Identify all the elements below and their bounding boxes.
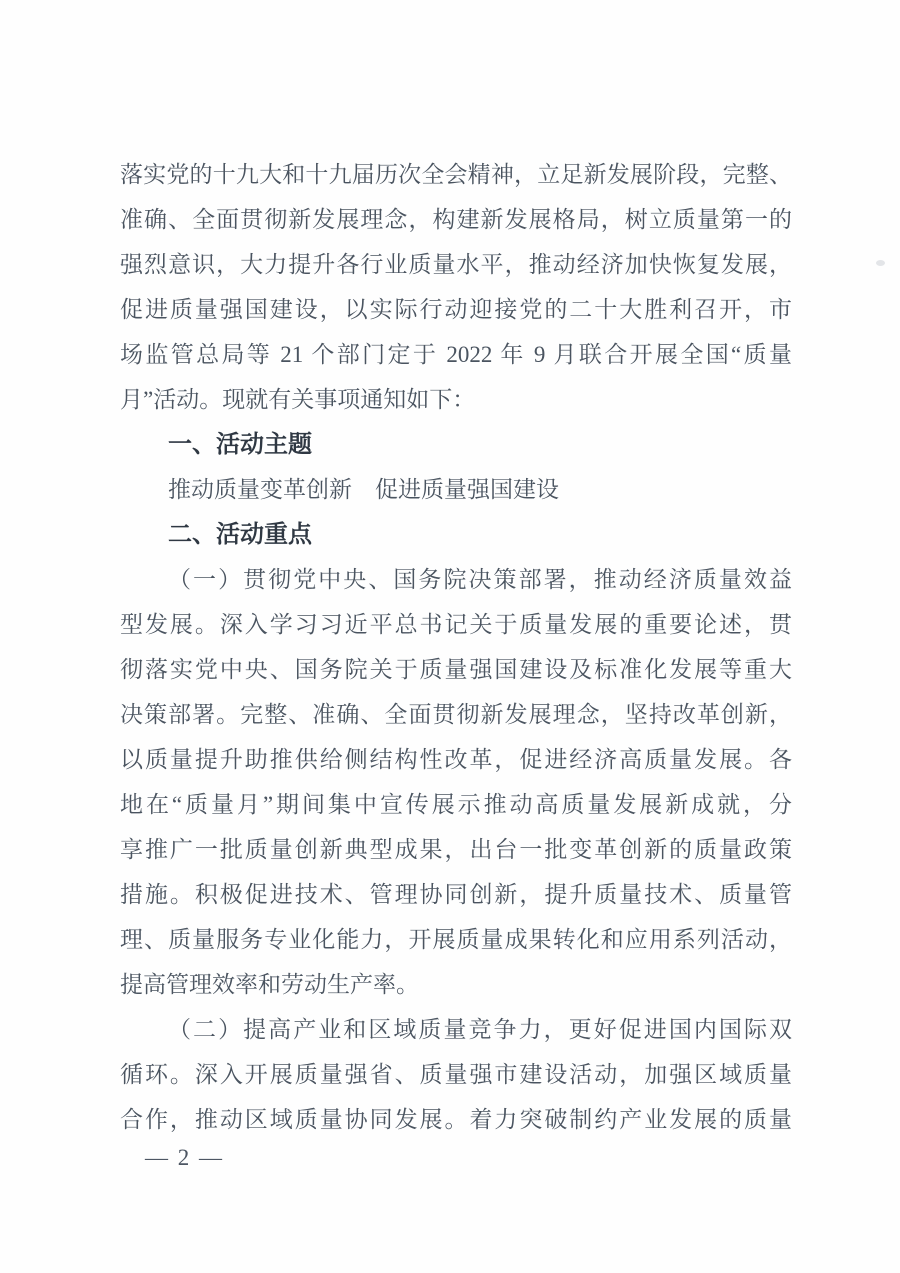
section-heading: 二、活动重点 [168, 521, 312, 548]
document-body [120, 152, 792, 1142]
page-number: — 2 — [145, 1145, 224, 1170]
document-line: 循环。深入开展质量强省、质量强市建设活动，加强区域质量 [120, 1062, 792, 1087]
document-line: （二）提高产业和区域质量竞争力，更好促进国内国际双 [168, 1017, 792, 1042]
document-line: 月”活动。现就有关事项通知如下： [120, 387, 476, 412]
document-line: 地在“质量月”期间集中宣传展示推动高质量发展新成就，分 [120, 792, 792, 817]
document-line: 促进质量强国建设，以实际行动迎接党的二十大胜利召开，市 [120, 297, 792, 322]
document-line: 决策部署。完整、准确、全面贯彻新发展理念，坚持改革创新， [120, 702, 792, 727]
section-heading: 一、活动主题 [168, 431, 312, 458]
document-line: 措施。积极促进技术、管理协同创新，提升质量技术、质量管 [120, 882, 792, 907]
document-line: 型发展。深入学习习近平总书记关于质量发展的重要论述，贯 [120, 612, 792, 637]
scan-artifact [876, 260, 885, 266]
document-line: 落实党的十九大和十九届历次全会精神，立足新发展阶段，完整、 [120, 162, 792, 187]
document-line: 理、质量服务专业化能力，开展质量成果转化和应用系列活动， [120, 927, 792, 952]
document-line: 提高管理效率和劳动生产率。 [120, 972, 419, 997]
document-line: 场监管总局等 21 个部门定于 2022 年 9 月联合开展全国“质量 [120, 342, 792, 367]
document-line: 强烈意识，大力提升各行业质量水平，推动经济加快恢复发展， [120, 252, 792, 277]
document-line: 推动质量变革创新 促进质量强国建设 [168, 477, 559, 502]
document-line: 彻落实党中央、国务院关于质量强国建设及标准化发展等重大 [120, 657, 792, 682]
document-line: 享推广一批质量创新典型成果，出台一批变革创新的质量政策 [120, 837, 792, 862]
document-line: （一）贯彻党中央、国务院决策部署，推动经济质量效益 [168, 567, 792, 592]
document-line: 合作，推动区域质量协同发展。着力突破制约产业发展的质量 [120, 1107, 792, 1132]
document-line: 准确、全面贯彻新发展理念，构建新发展格局，树立质量第一的 [120, 207, 792, 232]
document-line: 以质量提升助推供给侧结构性改革，促进经济高质量发展。各 [120, 747, 792, 772]
